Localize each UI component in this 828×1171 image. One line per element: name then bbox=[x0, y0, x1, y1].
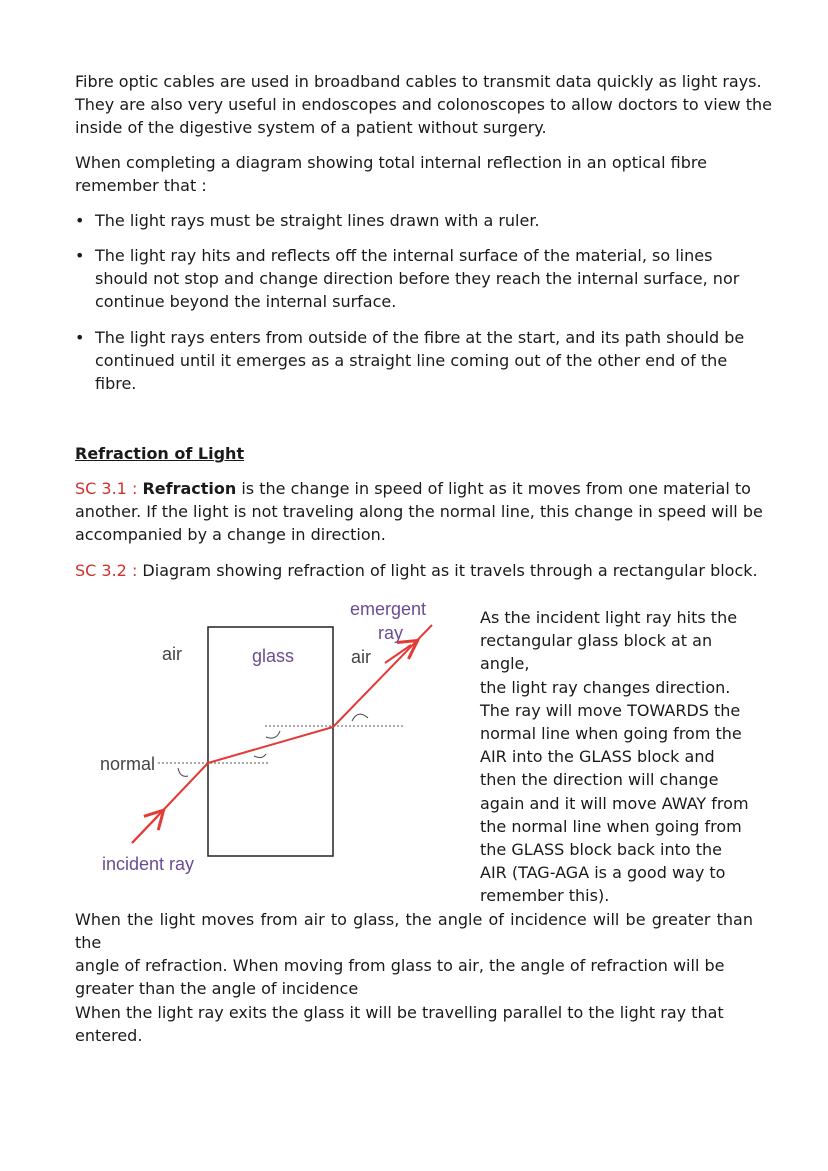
bullet-text bbox=[95, 244, 745, 313]
sc31-line: accompanied by a change in direction. bbox=[75, 525, 386, 544]
intro-line: Fibre optic cables are used in broadband cables to transmit data quickly as light rays. bbox=[75, 72, 762, 91]
bullet-symbol: • bbox=[75, 328, 85, 347]
side-line: the light ray changes direction. bbox=[480, 677, 731, 697]
side-explanation bbox=[480, 606, 758, 908]
side-line: The ray will move TOWARDS the bbox=[480, 700, 741, 720]
parallel-line: entered. bbox=[75, 1026, 143, 1045]
refracted-ray bbox=[208, 727, 333, 763]
sc31-code: SC 3.1 : bbox=[75, 479, 138, 498]
sc32-code: SC 3.2 : bbox=[75, 561, 138, 580]
side-line: As the incident light ray hits the bbox=[480, 608, 738, 627]
bullet-line: should not stop and change direction before they reach the internal surface, nor bbox=[95, 269, 740, 288]
reminder-paragraph bbox=[75, 151, 775, 197]
sc31-line1-rest: is the change in speed of light as it moves from one material to bbox=[236, 479, 751, 498]
bullet-line: The light rays must be straight lines drawn with a ruler. bbox=[95, 211, 540, 230]
side-line: the normal line when going from bbox=[480, 816, 742, 836]
label-emergent: emergent bbox=[350, 599, 427, 619]
bullet-line: continued until it emerges as a straight line coming out of the other end of the bbox=[95, 351, 728, 370]
reminder-line: When completing a diagram showing total internal reflection in an optical fibre bbox=[75, 153, 707, 172]
side-line: then the direction will change bbox=[480, 770, 719, 790]
reminder-line: remember that : bbox=[75, 176, 207, 195]
sc31-line bbox=[75, 477, 775, 500]
label-glass: glass bbox=[252, 646, 295, 666]
side-line: the GLASS block back into the bbox=[480, 840, 723, 860]
side-line: AIR (TAG-AGA is a good way to bbox=[480, 863, 726, 883]
label-air-right: air bbox=[351, 647, 372, 667]
parallel-paragraph bbox=[75, 1001, 775, 1047]
intro-paragraph bbox=[75, 70, 775, 139]
angles-paragraph bbox=[75, 908, 753, 1000]
sc31-paragraph bbox=[75, 477, 775, 546]
side-line: again and it will move AWAY from bbox=[480, 793, 749, 813]
label-air-left: air bbox=[162, 644, 183, 664]
label-incident-ray: incident ray bbox=[102, 854, 195, 874]
refraction-diagram bbox=[0, 590, 460, 890]
angles-line: When the light moves from air to glass, the angle of incidence will be greater than the bbox=[75, 910, 753, 952]
angle-arc-glass-exit bbox=[266, 731, 280, 738]
label-normal: normal bbox=[100, 754, 156, 774]
angle-arc-refraction bbox=[254, 754, 266, 758]
bullet-item bbox=[75, 326, 765, 395]
bullet-symbol: • bbox=[75, 211, 85, 230]
side-line: normal line when going from the bbox=[480, 724, 742, 744]
sc31-line: another. If the light is not traveling along the normal line, this change in speed will be bbox=[75, 502, 763, 521]
sc32-text: Diagram showing refraction of light as it travels through a rectangular block. bbox=[137, 561, 758, 580]
angles-line: greater than the angle of incidence bbox=[75, 979, 359, 998]
angle-arc-incidence bbox=[178, 768, 188, 776]
bullet-line: The light ray hits and reflects off the internal surface of the material, so lines bbox=[95, 246, 713, 265]
side-line: AIR into the GLASS block and bbox=[480, 747, 715, 767]
section-heading: Refraction of Light bbox=[75, 444, 245, 463]
bullet-line: The light rays enters from outside of the fibre at the start, and its path should be bbox=[95, 328, 745, 347]
angle-arc-emergent bbox=[352, 714, 368, 721]
side-line: rectangular glass block at an angle, bbox=[480, 631, 713, 674]
angles-line: angle of refraction. When moving from glass to air, the angle of refraction will be bbox=[75, 956, 725, 975]
bullet-item bbox=[75, 244, 765, 313]
label-ray: ray bbox=[378, 623, 404, 643]
bullet-text bbox=[95, 209, 745, 232]
bullet-line: continue beyond the internal surface. bbox=[95, 292, 397, 311]
side-line: remember this). bbox=[480, 886, 610, 906]
bullet-line: fibre. bbox=[95, 374, 137, 393]
sc32-line bbox=[75, 559, 775, 582]
parallel-line: When the light ray exits the glass it will be travelling parallel to the light ray that bbox=[75, 1003, 724, 1022]
intro-line: inside of the digestive system of a patient without surgery. bbox=[75, 118, 547, 137]
incident-ray-arrow bbox=[132, 816, 158, 843]
intro-line: They are also very useful in endoscopes and colonoscopes to allow doctors to view the bbox=[75, 95, 772, 114]
bullet-symbol: • bbox=[75, 246, 85, 265]
bullet-item bbox=[75, 209, 765, 232]
bullet-text bbox=[95, 326, 745, 395]
sc31-term: Refraction bbox=[142, 479, 237, 498]
